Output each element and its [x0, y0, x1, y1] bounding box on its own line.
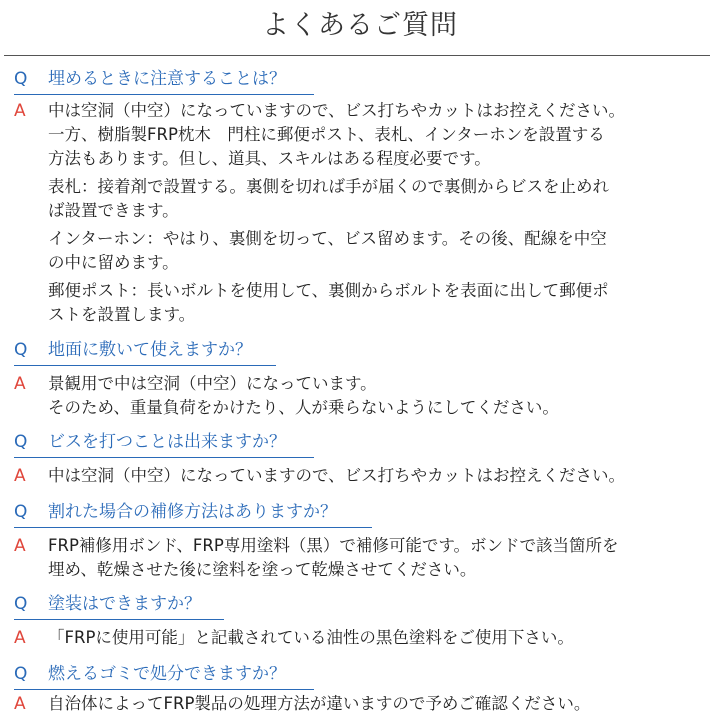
question-text: 地面に敷いて使えますか？ [48, 340, 252, 360]
faq-item [0, 428, 720, 492]
answer-mark: A [14, 374, 26, 394]
answer-block [0, 372, 720, 420]
answer-line: ストを設置します。 [48, 305, 196, 324]
answer-block [0, 464, 720, 488]
answer-line: 方法もあります。但し、道具、スキルはある程度必要です。 [48, 149, 491, 168]
answer-mark: A [14, 694, 26, 714]
answer-paragraph [48, 534, 712, 582]
question-mark: Q [14, 502, 28, 522]
question-underline [14, 689, 314, 690]
answer-line: の中に留めます。 [48, 253, 179, 272]
faq-item [0, 498, 720, 586]
answer-paragraph [48, 692, 712, 716]
answer-paragraph [48, 175, 712, 223]
answer-paragraph [48, 227, 712, 275]
faq-item [0, 590, 720, 654]
answer-line: インターホン：やはり、裏側を切って、ビス留めます。その後、配線を中空 [48, 229, 607, 248]
question-row [0, 428, 720, 456]
question-underline [14, 619, 224, 620]
faq-item [0, 336, 720, 424]
answer-line: 中は空洞（中空）になっていますので、ビス打ちやカットはお控えください。 [48, 466, 626, 485]
answer-line: 一方、樹脂製FRP枕木 門柱に郵便ポスト、表札、インターホンを設置する [48, 125, 605, 144]
answer-body [48, 626, 712, 650]
answer-mark: A [14, 466, 26, 486]
answer-mark: A [14, 536, 26, 556]
question-text: 塗装はできますか？ [48, 594, 201, 614]
answer-paragraph [48, 626, 712, 650]
answer-mark: A [14, 101, 26, 121]
answer-block [0, 626, 720, 650]
answer-body [48, 99, 712, 327]
title-divider [4, 55, 710, 56]
answer-paragraph [48, 279, 712, 327]
answer-body [48, 534, 712, 582]
question-mark: Q [14, 432, 28, 452]
question-text: ビスを打つことは出来ますか？ [48, 432, 286, 452]
answer-line: 景観用で中は空洞（中空）になっています。 [48, 374, 377, 393]
question-text: 燃えるゴミで処分できますか？ [48, 664, 286, 684]
answer-block [0, 99, 720, 327]
question-underline [14, 457, 314, 458]
answer-paragraph [48, 372, 712, 420]
answer-block [0, 692, 720, 716]
question-underline [14, 527, 372, 528]
answer-line: ば設置できます。 [48, 201, 179, 220]
answer-block [0, 534, 720, 582]
question-row [0, 590, 720, 618]
answer-line: FRP補修用ボンド、FRP専用塗料（黒）で補修可能です。ボンドで該当箇所を [48, 536, 619, 555]
question-row [0, 660, 720, 688]
answer-mark: A [14, 628, 26, 648]
answer-paragraph [48, 464, 712, 488]
faq-item [0, 65, 720, 331]
question-underline [14, 94, 314, 95]
answer-line: そのため、重量負荷をかけたり、人が乗らないようにしてください。 [48, 398, 559, 417]
answer-line: 郵便ポスト：長いボルトを使用して、裏側からボルトを表面に出して郵便ポ [48, 281, 609, 300]
question-mark: Q [14, 340, 28, 360]
answer-body [48, 464, 712, 488]
answer-paragraph [48, 99, 712, 171]
question-mark: Q [14, 594, 28, 614]
question-underline [14, 365, 276, 366]
answer-line: 中は空洞（中空）になっていますので、ビス打ちやカットはお控えください。 [48, 101, 626, 120]
answer-line: 表札：接着剤で設置する。裏側を切れば手が届くので裏側からビスを止めれ [48, 177, 609, 196]
question-row [0, 336, 720, 364]
question-row [0, 498, 720, 526]
question-mark: Q [14, 69, 28, 89]
page-title: よくあるご質問 [262, 10, 458, 41]
question-text: 割れた場合の補修方法はありますか？ [48, 502, 337, 522]
question-row [0, 65, 720, 93]
answer-line: 自治体によってFRP製品の処理方法が違いますので予めご確認ください。 [48, 694, 591, 713]
answer-line: 埋め、乾燥させた後に塗料を塗って乾燥させてください。 [48, 560, 477, 579]
question-text: 埋めるときに注意することは？ [48, 69, 286, 89]
faq-item [0, 660, 720, 720]
question-mark: Q [14, 664, 28, 684]
answer-line: 「FRPに使用可能」と記載されている油性の黒色塗料をご使用下さい。 [48, 628, 574, 647]
answer-body [48, 372, 712, 420]
answer-body [48, 692, 712, 716]
